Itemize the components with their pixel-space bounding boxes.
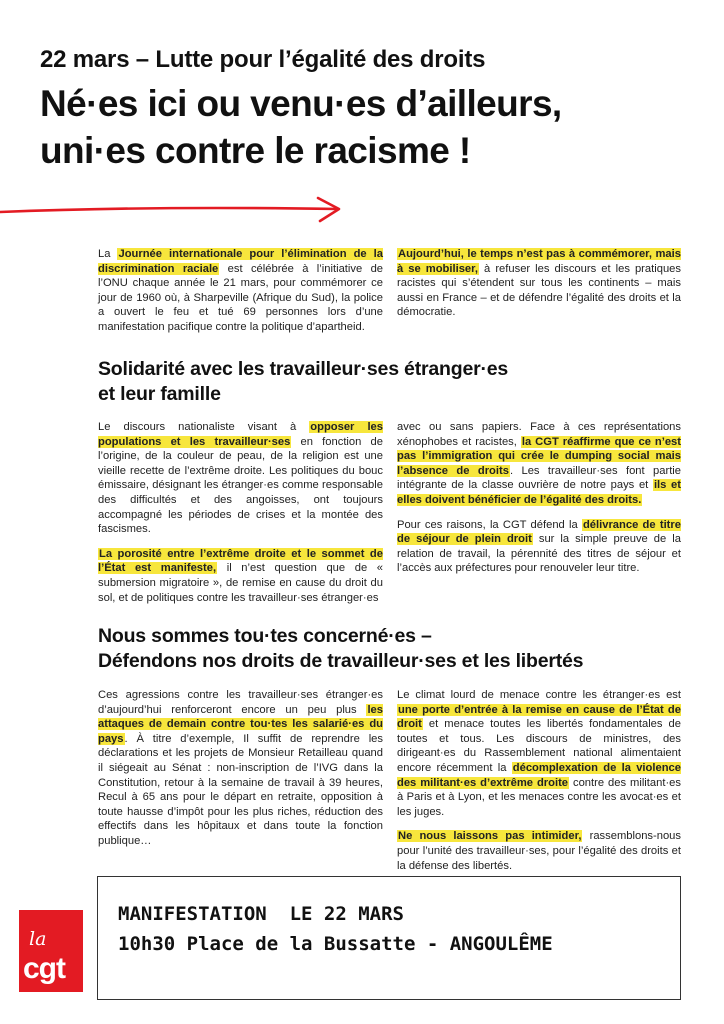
red-arrow-icon <box>0 190 345 230</box>
section-2-right-paragraph-1 <box>397 688 681 819</box>
highlighted-text: décomplexation de la violence des militant·es d’extrême droite <box>397 761 681 789</box>
section-1-title-line-2: et leur famille <box>98 383 221 405</box>
section-1-right-paragraph-2 <box>397 518 681 576</box>
cgt-logo-la: la <box>29 928 47 950</box>
section-1-right-column <box>397 420 681 586</box>
section-2-title <box>98 624 698 674</box>
highlighted-text: Aujourd’hui, le temps n’est pas à commémorer, mais à se mobiliser, <box>397 248 681 275</box>
highlighted-text: opposer les populations et les travailleur·ses <box>98 421 383 448</box>
highlighted-text: Ne nous laissons pas intimider, <box>398 830 582 843</box>
section-2-title-line-1: Nous sommes tou·tes concerné·es – <box>98 625 432 647</box>
section-2-right-paragraph-2 <box>397 829 681 873</box>
body-text: . Les travailleur·ses font partie intégrante de la classe ouvrière de notre pays et <box>397 464 682 492</box>
headline-line-1: Né·es ici ou venu·es d’ailleurs, <box>40 83 562 124</box>
body-text: contre des militant·es à Paris et à Lyon, et les menaces contre les avocat·es et les juges. <box>397 776 681 818</box>
body-text: Pour ces raisons, la CGT défend la <box>397 518 582 531</box>
body-text: La <box>98 248 118 260</box>
cgt-logo-text: cgt <box>23 952 65 985</box>
kicker-title: 22 mars – Lutte pour l’égalité des droits <box>40 46 486 73</box>
section-1-right-paragraph-1 <box>397 420 681 508</box>
headline-line-2: uni·es contre le racisme ! <box>40 130 471 171</box>
event-box <box>97 876 681 1000</box>
section-1-left-paragraph-2 <box>98 547 383 605</box>
intro-right-paragraph <box>397 247 681 320</box>
body-text: à refuser les discours et les pratiques racistes qui s’étendent sur tous les continents – mais aussi en France – et de défendre l’égalité des droits et la démocratie. <box>397 262 681 319</box>
headline <box>40 80 700 174</box>
section-1-title <box>98 357 698 407</box>
highlighted-text: délivrance de titre de séjour de plein droit <box>397 518 681 546</box>
body-text: et menace toutes les libertés fondamentales de toutes et tous. Les discours de ministres, des dirigeant·es du Rassemblement national alimentaient encore récemment la <box>397 718 681 774</box>
cgt-logo <box>19 910 83 992</box>
body-text: sur la simple preuve de la relation de travail, la pérennité des titres de séjour et l’accès aux préfectures pour renouveler leur titre. <box>397 533 681 575</box>
highlighted-text: La porosité entre l’extrême droite et le sommet de l’État est manifeste, <box>98 547 383 575</box>
highlighted-text: la CGT réaffirme que ce n’est pas l’immigration qui crée le dumping social mais l’absence de droits <box>397 435 682 477</box>
body-text: avec ou sans papiers. Face à ces représentations xénophobes et racistes, <box>397 421 681 448</box>
body-text: en fonction de l’origine, de la couleur de peau, de la religion est une vieille recette de l’extrême droite. Les politiques du bouc émissaire, désignant les étranger·es comme responsable des difficultés et des angoisses, ont toujours accompagné les périodes de crises et la montée des fascismes. <box>98 435 383 536</box>
section-1-left-paragraph-1 <box>98 420 383 537</box>
body-text: . À titre d’exemple, Il suffit de reprendre les déclarations et les projets de Monsieur Retailleau quand il siégeait au Sénat : non-inscription de l’IVG dans la Constitution, retour à la semaine de travail à 39 heures, Recul à 65 ans pour le départ en retraite, opposition à toute hausse d’impôt pour les plus riches, réduction des effectifs dans les hôpitaux et dans toute la fonction publique… <box>98 732 383 847</box>
highlighted-text: Journée internationale pour l’élimination de la discrimination raciale <box>98 248 383 275</box>
highlighted-text: les attaques de demain contre tou·tes les salarié·es du pays <box>98 703 383 745</box>
body-text: est célébrée à l’initiative de l’ONU chaque année le 21 mars, pour commémorer ce jour de 1960 où, à Sharpeville (Afrique du Sud), la police a ouvert le feu et tué 69 personnes lors d’une manifestation pacifique contre la politique d’apartheid. <box>98 262 384 333</box>
section-1-title-line-1: Solidarité avec les travailleur·ses étranger·es <box>98 358 509 380</box>
intro-left-column <box>98 247 383 345</box>
intro-right-column <box>397 247 681 330</box>
highlighted-text: une porte d’entrée à la remise en cause de l’État de droit <box>397 703 681 731</box>
body-text: Le discours nationaliste visant à <box>98 421 310 433</box>
event-line-1: MANIFESTATION LE 22 MARS <box>118 903 404 925</box>
event-line-2: 10h30 Place de la Bussatte - ANGOULÊME <box>118 933 553 955</box>
body-text: rassemblons-nous pour l’unité des travailleur·ses, pour l’égalité des droits et la défense des libertés. <box>397 830 681 872</box>
section-2-right-column <box>397 688 681 883</box>
section-2-title-line-2: Défendons nos droits de travailleur·ses et les libertés <box>98 650 584 672</box>
body-text: il n’est question que de « submersion migratoire », de remise en cause du droit du sol, et de politiques contre les travailleur·ses étranger·es <box>98 562 383 604</box>
section-2-left-column <box>98 688 383 859</box>
body-text: Ces agressions contre les travailleur·ses étranger·es d’aujourd’hui renforceront encore un peu plus <box>98 689 383 716</box>
highlighted-text: ils et elles doivent bénéficier de l’égalité des droits. <box>397 479 682 506</box>
body-text: Le climat lourd de menace contre les étranger·es est <box>397 689 681 701</box>
intro-left-paragraph <box>98 247 383 335</box>
section-2-left-paragraph-1 <box>98 688 383 849</box>
section-1-left-column <box>98 420 383 615</box>
